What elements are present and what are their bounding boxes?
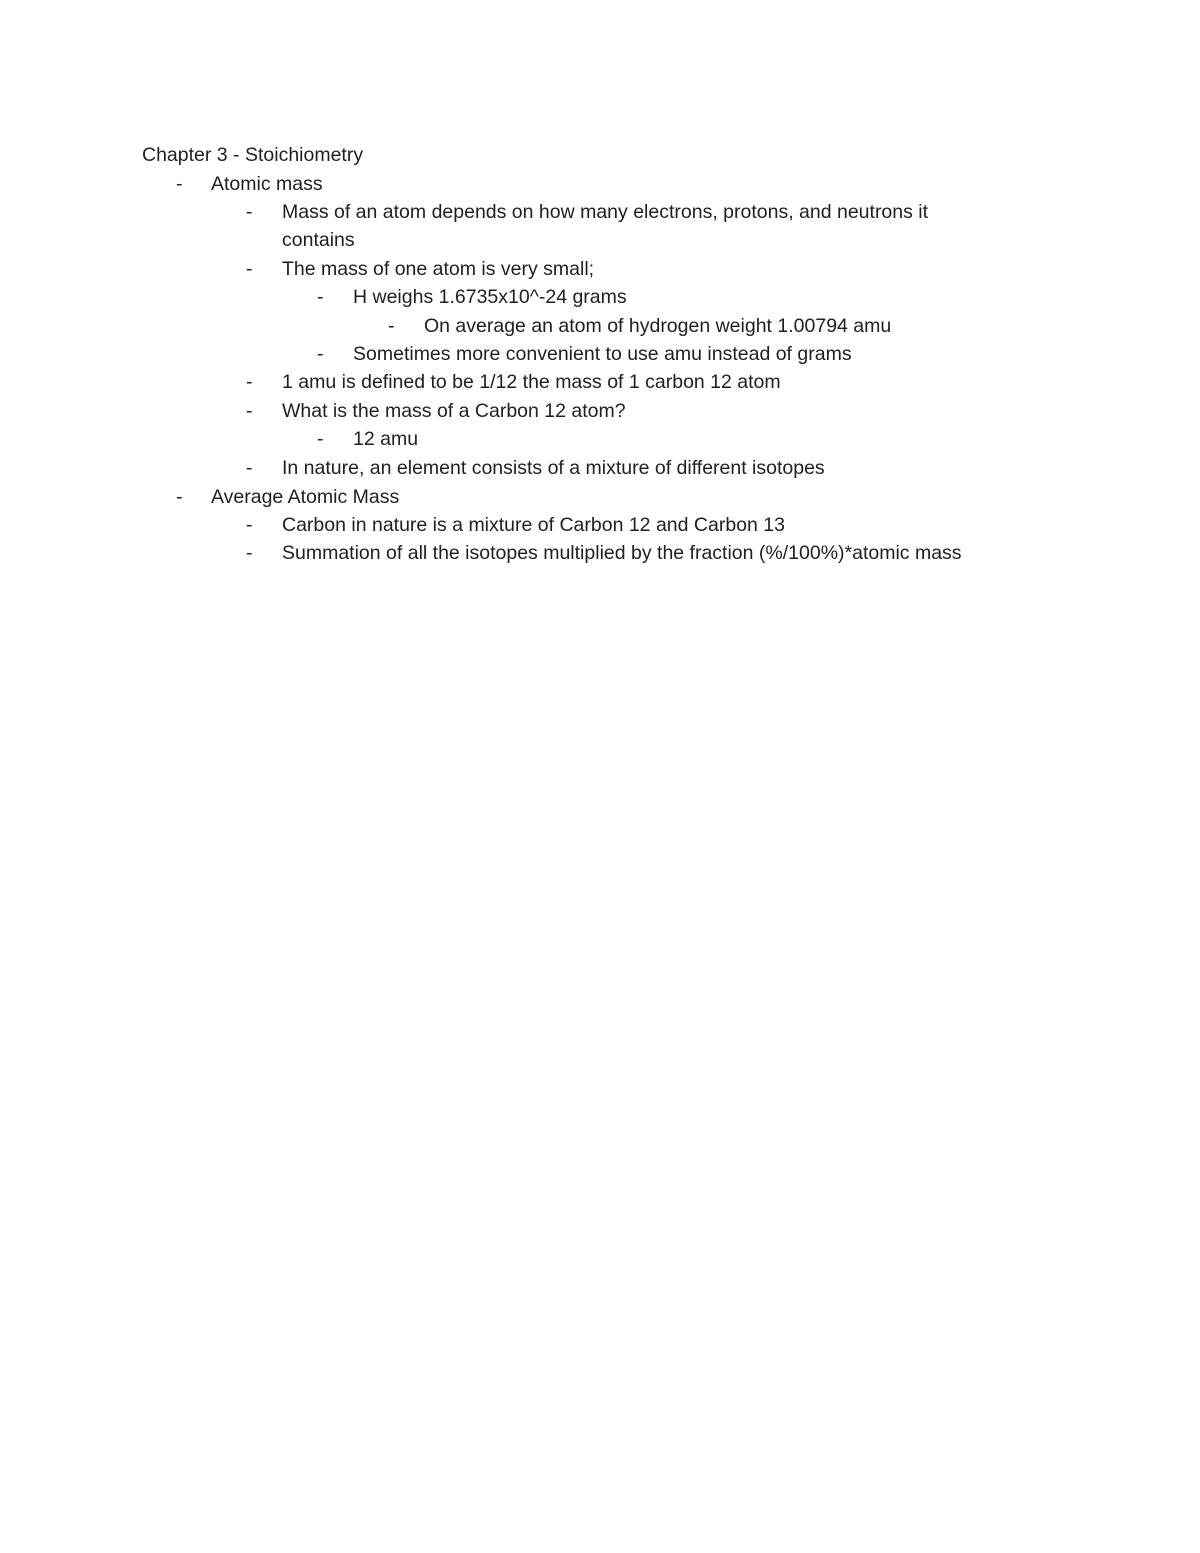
bullet-dash: - [388, 315, 395, 337]
list-item: The mass of one atom is very small; [282, 258, 595, 280]
list-item: Sometimes more convenient to use amu instead of grams [353, 343, 852, 365]
list-item: On average an atom of hydrogen weight 1.00794 amu [424, 315, 892, 337]
list-item-atomic-mass: Atomic mass [211, 173, 323, 195]
bullet-dash: - [246, 457, 253, 479]
list-item-average-atomic-mass: Average Atomic Mass [211, 486, 400, 508]
list-item-continuation: contains [282, 229, 355, 251]
bullet-dash: - [246, 542, 253, 564]
list-item: Mass of an atom depends on how many electrons, protons, and neutrons it [282, 201, 929, 223]
list-item: Summation of all the isotopes multiplied by the fraction (%/100%)*atomic mass [282, 542, 962, 564]
list-item: Carbon in nature is a mixture of Carbon 12 and Carbon 13 [282, 514, 785, 536]
bullet-dash: - [317, 428, 324, 450]
bullet-dash: - [246, 514, 253, 536]
bullet-dash: - [246, 258, 253, 280]
bullet-dash: - [246, 201, 253, 223]
bullet-dash: - [246, 371, 253, 393]
list-item: 1 amu is defined to be 1/12 the mass of 1 carbon 12 atom [282, 371, 781, 393]
list-item: 12 amu [353, 428, 419, 450]
bullet-dash: - [317, 286, 324, 308]
bullet-dash: - [176, 173, 183, 195]
document-title: Chapter 3 - Stoichiometry [142, 144, 364, 166]
list-item: In nature, an element consists of a mixture of different isotopes [282, 457, 825, 479]
bullet-dash: - [317, 343, 324, 365]
list-item: What is the mass of a Carbon 12 atom? [282, 400, 626, 422]
bullet-dash: - [246, 400, 253, 422]
bullet-dash: - [176, 486, 183, 508]
list-item: H weighs 1.6735x10^-24 grams [353, 286, 627, 308]
